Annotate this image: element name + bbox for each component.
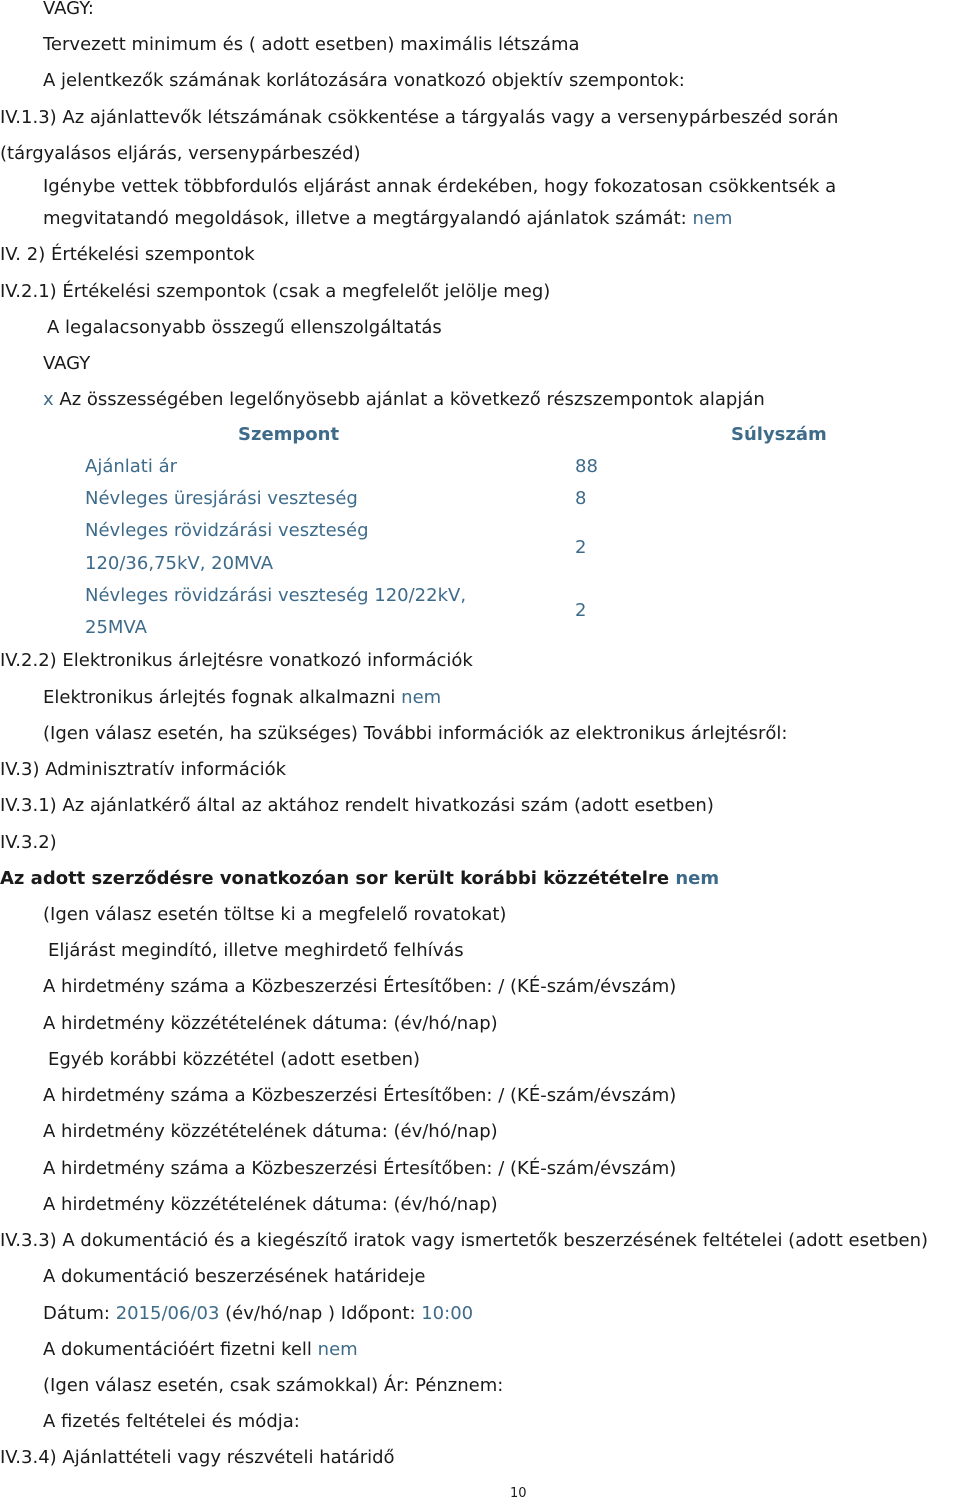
text-igenybe-label: megvitatandó megoldások, illetve a megtárgyalandó ajánlatok számát:	[43, 208, 693, 229]
text-datum-mid: (év/hó/nap ) Időpont:	[219, 1303, 422, 1324]
text-osszessegeben: Az összességében legelőnyösebb ajánlat a következő részszempontok alapján	[53, 389, 765, 410]
section-iv32: IV.3.2)	[0, 832, 57, 853]
table-row-1-criterion: Ajánlati ár	[85, 456, 177, 477]
section-iv33: IV.3.3) A dokumentáció és a kiegészítő iratok vagy ismertetők beszerzésének feltételei (adott esetben)	[0, 1230, 929, 1251]
text-datum-label: Dátum:	[43, 1303, 116, 1324]
section-iv34: IV.3.4) Ajánlattételi vagy részvételi határidő	[0, 1447, 395, 1468]
section-iv31: IV.3.1) Az ajánlatkérő által az aktához rendelt hivatkozási szám (adott esetben)	[0, 795, 714, 816]
table-row-4-weight: 2	[575, 600, 587, 621]
table-row-3-weight: 2	[575, 537, 587, 558]
text-fizetni: A dokumentációért fizetni kell	[43, 1339, 318, 1360]
answer-fizetni: nem	[317, 1339, 358, 1360]
table-row-1-weight: 88	[575, 456, 598, 477]
text-igen-valasz-1: (Igen válasz esetén, ha szükséges) További információk az elektronikus árlejtésről:	[43, 723, 788, 744]
text-adott-szerzodes-row	[0, 868, 719, 890]
text-hirdetmeny-datum-1: A hirdetmény közzétételének dátuma: (év/hó/nap)	[43, 1013, 498, 1034]
table-row-2-criterion: Névleges üresjárási veszteség	[85, 488, 358, 509]
section-iv2: IV. 2) Értékelési szempontok	[0, 244, 255, 265]
text-hirdetmeny-szama-2: A hirdetmény száma a Közbeszerzési Értesítőben: / (KÉ-szám/évszám)	[43, 1085, 677, 1106]
checkbox-mark: x	[43, 389, 54, 410]
text-legalacsonyabb: A legalacsonyabb összegű ellenszolgáltatás	[47, 317, 442, 338]
table-row-3-criterion-line2: 120/36,75kV, 20MVA	[85, 553, 274, 574]
table-header-criterion: Szempont	[238, 424, 340, 445]
value-idopont: 10:00	[421, 1303, 474, 1324]
answer-elektronikus: nem	[401, 687, 442, 708]
text-fizetes-feltetelei: A fizetés feltételei és módja:	[43, 1411, 300, 1432]
text-datum-row	[43, 1303, 473, 1325]
text-igen-valasz-3: (Igen válasz esetén, csak számokkal) Ár: Pénznem:	[43, 1375, 504, 1396]
text-dok-hatarido: A dokumentáció beszerzésének határideje	[43, 1266, 426, 1287]
text-eljarast: Eljárást megindító, illetve meghirdető felhívás	[48, 940, 464, 961]
page-number: 10	[510, 1486, 527, 1501]
text-elektronikus-row	[43, 687, 441, 709]
text-igenybe-line2	[43, 208, 732, 230]
table-header-weight: Súlyszám	[731, 424, 827, 445]
section-iv3: IV.3) Adminisztratív információk	[0, 759, 287, 780]
table-row-4-criterion-line2: 25MVA	[85, 617, 147, 638]
text-hirdetmeny-szama-3: A hirdetmény száma a Közbeszerzési Értesítőben: / (KÉ-szám/évszám)	[43, 1158, 677, 1179]
text-adott-szerzodes: Az adott szerződésre vonatkozóan sor került korábbi közzétételre	[0, 868, 676, 889]
text-tervezett: Tervezett minimum és ( adott esetben) maximális létszáma	[43, 34, 580, 55]
text-jelentkezok: A jelentkezők számának korlátozására vonatkozó objektív szempontok:	[43, 70, 685, 91]
text-igen-valasz-2: (Igen válasz esetén töltse ki a megfelelő rovatokat)	[43, 904, 507, 925]
text-hirdetmeny-szama-1: A hirdetmény száma a Közbeszerzési Értesítőben: / (KÉ-szám/évszám)	[43, 976, 677, 997]
table-row-4-criterion-line1: Névleges rövidzárási veszteség 120/22kV,	[85, 585, 467, 606]
section-iv13-line1: IV.1.3) Az ajánlattevők létszámának csökkentése a tárgyalás vagy a versenypárbeszéd során	[0, 107, 839, 128]
text-osszessegeben-row	[43, 389, 765, 411]
section-iv13-line2: (tárgyalásos eljárás, versenypárbeszéd)	[0, 143, 361, 164]
text-elektronikus: Elektronikus árlejtés fognak alkalmazni	[43, 687, 402, 708]
text-egyeb: Egyéb korábbi közzététel (adott esetben)	[48, 1049, 421, 1070]
section-iv21: IV.2.1) Értékelési szempontok (csak a megfelelőt jelölje meg)	[0, 281, 551, 302]
table-row-2-weight: 8	[575, 488, 587, 509]
value-datum: 2015/06/03	[115, 1303, 220, 1324]
answer-igenybe: nem	[692, 208, 733, 229]
text-vagy-1: VAGY:	[43, 0, 94, 19]
text-fizetni-row	[43, 1339, 358, 1361]
section-iv22: IV.2.2) Elektronikus árlejtésre vonatkozó információk	[0, 650, 473, 671]
text-igenybe-line1: Igénybe vettek többfordulós eljárást annak érdekében, hogy fokozatosan csökkentsék a	[43, 176, 837, 197]
text-hirdetmeny-datum-2: A hirdetmény közzétételének dátuma: (év/hó/nap)	[43, 1121, 498, 1142]
answer-adott-szerzodes: nem	[675, 868, 720, 889]
text-hirdetmeny-datum-3: A hirdetmény közzétételének dátuma: (év/hó/nap)	[43, 1194, 498, 1215]
table-row-3-criterion-line1: Névleges rövidzárási veszteség	[85, 520, 369, 541]
text-vagy-2: VAGY	[43, 353, 91, 374]
